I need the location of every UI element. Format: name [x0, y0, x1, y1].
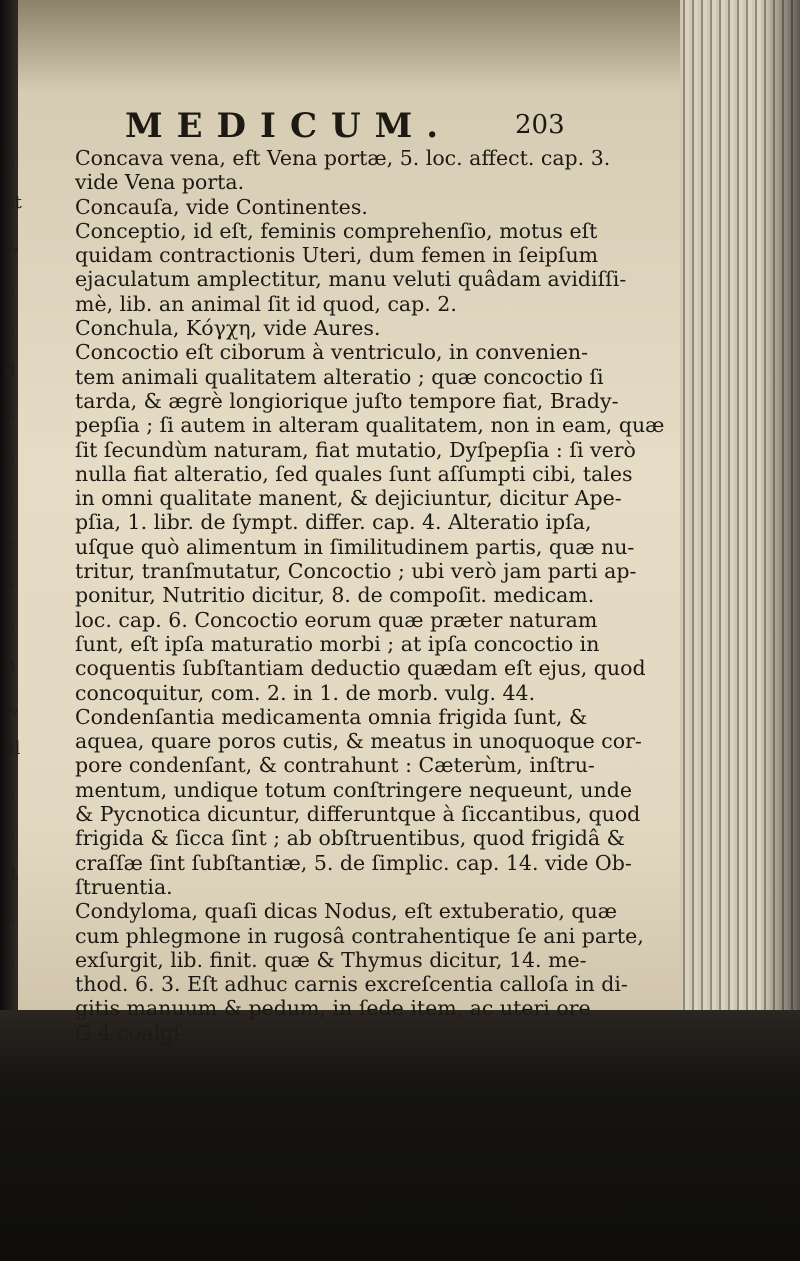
edge-fragment: x — [4, 486, 15, 507]
edge-fragment: l. — [4, 906, 16, 927]
text-line: pepſia ; ſi autem in alteram qualitatem, non in eam, quæ — [75, 413, 665, 438]
text-line: tritur, tranſmutatur, Concoctio ; ubi verò jam parti ap- — [75, 559, 637, 584]
text-line: Concava vena, eft Vena portæ, 5. loc. affect. cap. 3. — [75, 146, 611, 170]
edge-fragment: j. — [4, 570, 16, 591]
text-line: & Pycnotica dicuntur, differuntque à ſiccantibus, quod — [75, 802, 641, 827]
edge-fragment: s, — [4, 696, 19, 717]
text-line: cum phlegmone in rugosâ contrahentique ſe ani parte, — [75, 923, 644, 948]
running-title: MEDICUM. — [125, 106, 453, 146]
edge-fragment: et — [4, 192, 22, 213]
text-line: G 4 coalgſ- — [75, 1020, 188, 1045]
page-number: 203 — [515, 110, 565, 140]
text-line: mentum, undique totum conſtringere nequeunt, unde — [75, 777, 632, 802]
edge-fragment: l. — [4, 276, 16, 297]
previous-page-edge — [0, 150, 34, 1010]
text-line: aquea, quare poros cutis, & meatus in unoquoque cor- — [75, 729, 642, 754]
page-content — [75, 100, 675, 1045]
running-head — [75, 100, 675, 146]
text-line: pore condenſant, & contrahunt : Cæterùm, inſtru- — [75, 753, 595, 778]
text-line: uſque quò alimentum in ſimilitudinem partis, quæ nu- — [75, 534, 635, 559]
edge-fragment: d — [4, 360, 16, 381]
edge-fragment: l. — [4, 444, 16, 465]
text-line: ſit ſecundùm naturam, fiat mutatio, Dyſpepſia : ſi verò — [75, 437, 636, 462]
text-line: nulla fiat alteratio, ſed quales ſunt aſſumpti cibi, tales — [75, 461, 633, 486]
edge-fragment: s, — [4, 234, 19, 255]
text-line: exſurgit, lib. finit. quæ & Thymus dicitur, 14. me- — [75, 947, 587, 972]
edge-fragment: el — [4, 738, 21, 759]
text-line: Conceptio, id eſt, feminis comprehenſio, motus eſt — [75, 218, 598, 243]
text-line: ponitur, Nutritio dicitur, 8. de compoſit. medicam. — [75, 583, 595, 608]
edge-fragment: l. — [4, 948, 16, 969]
text-line: Condenſantia medicamenta omnia frigida ſunt, & — [75, 704, 588, 729]
edge-fragment: l. — [4, 318, 16, 339]
text-line: Concauſa, vide Continentes. — [75, 194, 368, 219]
text-line: tarda, & ægrè longiorique juſto tempore fiat, Brady- — [75, 388, 619, 413]
edge-fragment: f. — [4, 612, 16, 633]
text-line: loc. cap. 6. Concoctio eorum quæ præter naturam — [75, 607, 598, 632]
text-line: mè, lib. an animal ſit id quod, cap. 2. — [75, 291, 457, 316]
text-line: Condyloma, quaſi dicas Nodus, eſt extuberatio, quæ — [75, 899, 617, 924]
text-line: thod. 6. 3. Eſt adhuc carnis excreſcentia calloſa in di- — [75, 972, 628, 997]
edge-fragment: n — [4, 654, 16, 675]
edge-fragment: ft — [4, 864, 18, 885]
text-line: craſſæ ſint ſubſtantiæ, 5. de ſimplic. cap. 14. vide Ob- — [75, 850, 632, 875]
text-line: ſunt, eſt ipſa maturatio morbi ; at ipſa concoctio in — [75, 631, 600, 656]
text-line: quidam contractionis Uteri, dum femen in ſeipſum — [75, 243, 599, 268]
text-line: coquentis ſubſtantiam deductio quædam eſt ejus, quod — [75, 656, 646, 681]
text-line: pſia, 1. libr. de ſympt. differ. cap. 4. Alteratio ipſa, — [75, 510, 592, 535]
background-dark — [0, 1010, 800, 1261]
text-line: concoquitur, com. 2. in 1. de morb. vulg. 44. — [75, 680, 536, 705]
edge-fragment: l. — [4, 528, 16, 549]
edge-fragment: l. — [4, 822, 16, 843]
text-line: ejaculatum amplectitur, manu veluti quâdam avidiſſi- — [75, 267, 627, 292]
text-line: Conchula, Κόγχη, vide Aures. — [75, 316, 381, 341]
text-line: frigida & ſicca ſint ; ab obſtruentibus, quod frigidâ & — [75, 826, 625, 851]
body-text — [75, 146, 675, 1045]
text-line: tem animali qualitatem alteratio ; quæ concoctio ſi — [75, 364, 604, 389]
text-line: gitis manuum & pedum, in ſede item, ac uteri ore — [75, 996, 591, 1021]
text-line: Concoctio eſt ciborum à ventriculo, in convenien- — [75, 340, 589, 365]
edge-fragment: l. — [4, 150, 16, 171]
text-line: ſtruentia. — [75, 874, 173, 899]
text-line: in omni qualitate manent, & dejiciuntur, dicitur Ape- — [75, 486, 622, 511]
text-line: vide Vena porta. — [75, 170, 245, 195]
edge-fragment: l. — [4, 780, 16, 801]
edge-fragment: f. — [4, 402, 16, 423]
